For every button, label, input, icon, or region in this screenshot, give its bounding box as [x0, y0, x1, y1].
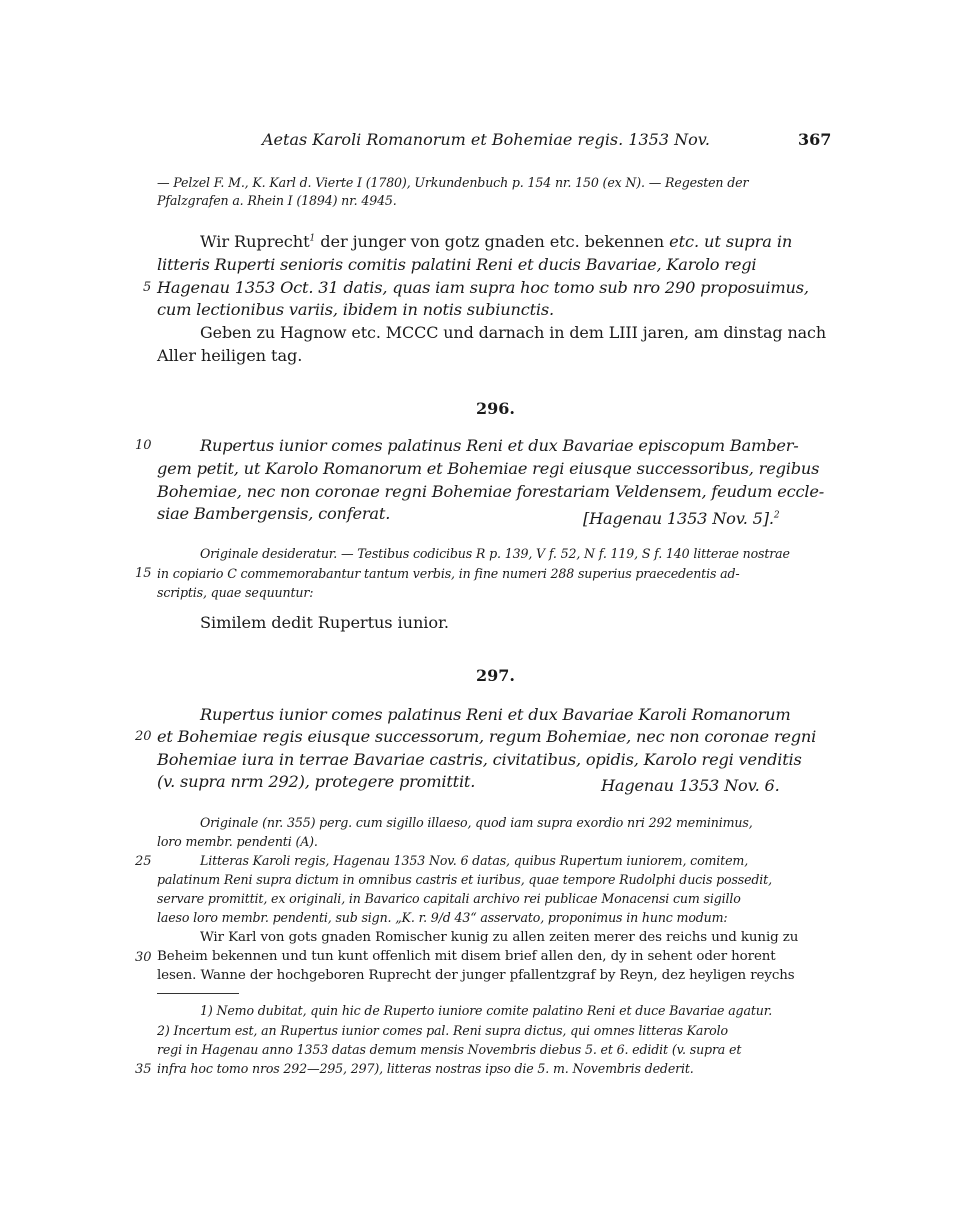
summary-line: et Bohemiae regis eiusque successorum, regum Bohemiae, nec non coronae regni [157, 727, 817, 746]
reference-line: Pfalzgrafen a. Rhein I (1894) nr. 4945. [157, 193, 397, 208]
document-date [583, 509, 779, 528]
line-number: 30 [135, 950, 152, 965]
footnote-marker: 2 [773, 510, 780, 521]
reference-line: — Pelzel F. M., K. Karl d. Vierte I (1780), Urkundenbuch p. 154 nr. 150 (ex N). — Regesten der [157, 175, 749, 190]
summary-line: Bohemiae iura in terrae Bavariae castris, civitatibus, opidis, Karolo regi venditis [157, 750, 802, 769]
document-number: 297. [476, 666, 515, 685]
editorial-note-line: palatinum Reni supra dictum in omnibus castris et iuribus, quae tempore Rudolphi ducis possedit, [157, 872, 772, 887]
paragraph-line: Aller heiligen tag. [157, 346, 303, 365]
footnote: 1) Nemo dubitat, quin hic de Ruperto iuniore comite palatino Reni et duce Bavariae agatur. [200, 1003, 773, 1018]
document-text: Similem dedit Rupertus iunior. [200, 613, 449, 632]
editorial-note-line: scriptis, quae sequuntur: [157, 585, 314, 600]
date-text: [Hagenau 1353 Nov. 5]. [583, 509, 774, 528]
text-segment: der junger von gotz gnaden etc. bekennen [315, 232, 670, 251]
paragraph-line: litteris Ruperti senioris comitis palatini Reni et ducis Bavariae, Karolo regi [157, 255, 757, 274]
document-text-line: Beheim bekennen und tun kunt offenlich mit disem brief allen den, dy in sehent oder horent [157, 949, 776, 964]
document-number: 296. [476, 399, 515, 418]
text-segment: etc. ut supra in [669, 232, 793, 251]
line-number: 35 [135, 1062, 152, 1077]
editorial-note-line: laeso loro membr. pendenti, sub sign. „K. r. 9/d 43“ asservato, proponimus in hunc modum: [157, 910, 728, 925]
line-number: 20 [135, 729, 152, 744]
summary-line: (v. supra nrm 292), protegere promittit. [157, 772, 476, 791]
summary-line: Rupertus iunior comes palatinus Reni et dux Bavariae episcopum Bamber- [200, 436, 799, 455]
editorial-note-line: in copiario C commemorabantur tantum verbis, in fine numeri 288 superius praecedentis ad- [157, 566, 740, 581]
line-number: 25 [135, 854, 152, 869]
line-number: 10 [135, 438, 152, 453]
editorial-note-line: servare promittit, ex originali, in Bavarico capitali archivo rei publicae Monacensi cum sigillo [157, 891, 741, 906]
summary-line: Rupertus iunior comes palatinus Reni et dux Bavariae Karoli Romanorum [200, 705, 791, 724]
summary-line: siae Bambergensis, conferat. [157, 504, 391, 523]
footnote-marker: 1 [309, 233, 316, 244]
document-text-line: Wir Karl von gots gnaden Romischer kunig zu allen zeiten merer des reichs und kunig zu [200, 930, 799, 945]
paragraph-line: Geben zu Hagnow etc. MCCC und darnach in dem LIII jaren, am dinstag nach [200, 323, 827, 342]
paragraph-line [200, 232, 792, 251]
editorial-note-line: Originale (nr. 355) perg. cum sigillo illaeso, quod iam supra exordio nri 292 meminimus, [200, 815, 753, 830]
footnote-divider [157, 993, 239, 994]
editorial-note-line: Originale desideratur. — Testibus codicibus R p. 139, V f. 52, N f. 119, S f. 140 litterae nostrae [200, 546, 790, 561]
footnote: infra hoc tomo nros 292—295, 297), litteras nostras ipso die 5. m. Novembris dederit. [157, 1061, 694, 1076]
footnote: 2) Incertum est, an Rupertus iunior comes pal. Reni supra dictus, qui omnes litteras Karolo [157, 1023, 728, 1038]
page-number: 367 [798, 130, 832, 149]
footnote: regi in Hagenau anno 1353 datas demum mensis Novembris diebus 5. et 6. edidit (v. supra et [157, 1042, 742, 1057]
summary-line: gem petit, ut Karolo Romanorum et Bohemiae regi eiusque successoribus, regibus [157, 459, 820, 478]
document-date: Hagenau 1353 Nov. 6. [601, 776, 780, 795]
running-title: Aetas Karoli Romanorum et Bohemiae regis. 1353 Nov. [262, 130, 710, 149]
editorial-note-line: Litteras Karoli regis, Hagenau 1353 Nov. 6 datas, quibus Rupertum iuniorem, comitem, [200, 853, 749, 868]
text-segment: Wir Ruprecht [200, 232, 310, 251]
summary-line: Bohemiae, nec non coronae regni Bohemiae forestariam Veldensem, feudum eccle- [157, 482, 824, 501]
editorial-note-line: loro membr. pendenti (A). [157, 834, 318, 849]
line-number: 15 [135, 566, 152, 581]
line-number: 5 [143, 280, 152, 295]
paragraph-line: Hagenau 1353 Oct. 31 datis, quas iam supra hoc tomo sub nro 290 proposuimus, [157, 278, 809, 297]
document-text-line: lesen. Wanne der hochgeboren Ruprecht der junger pfallentzgraf by Reyn, dez heyligen reychs [157, 968, 795, 983]
paragraph-line: cum lectionibus variis, ibidem in notis subiunctis. [157, 300, 554, 319]
